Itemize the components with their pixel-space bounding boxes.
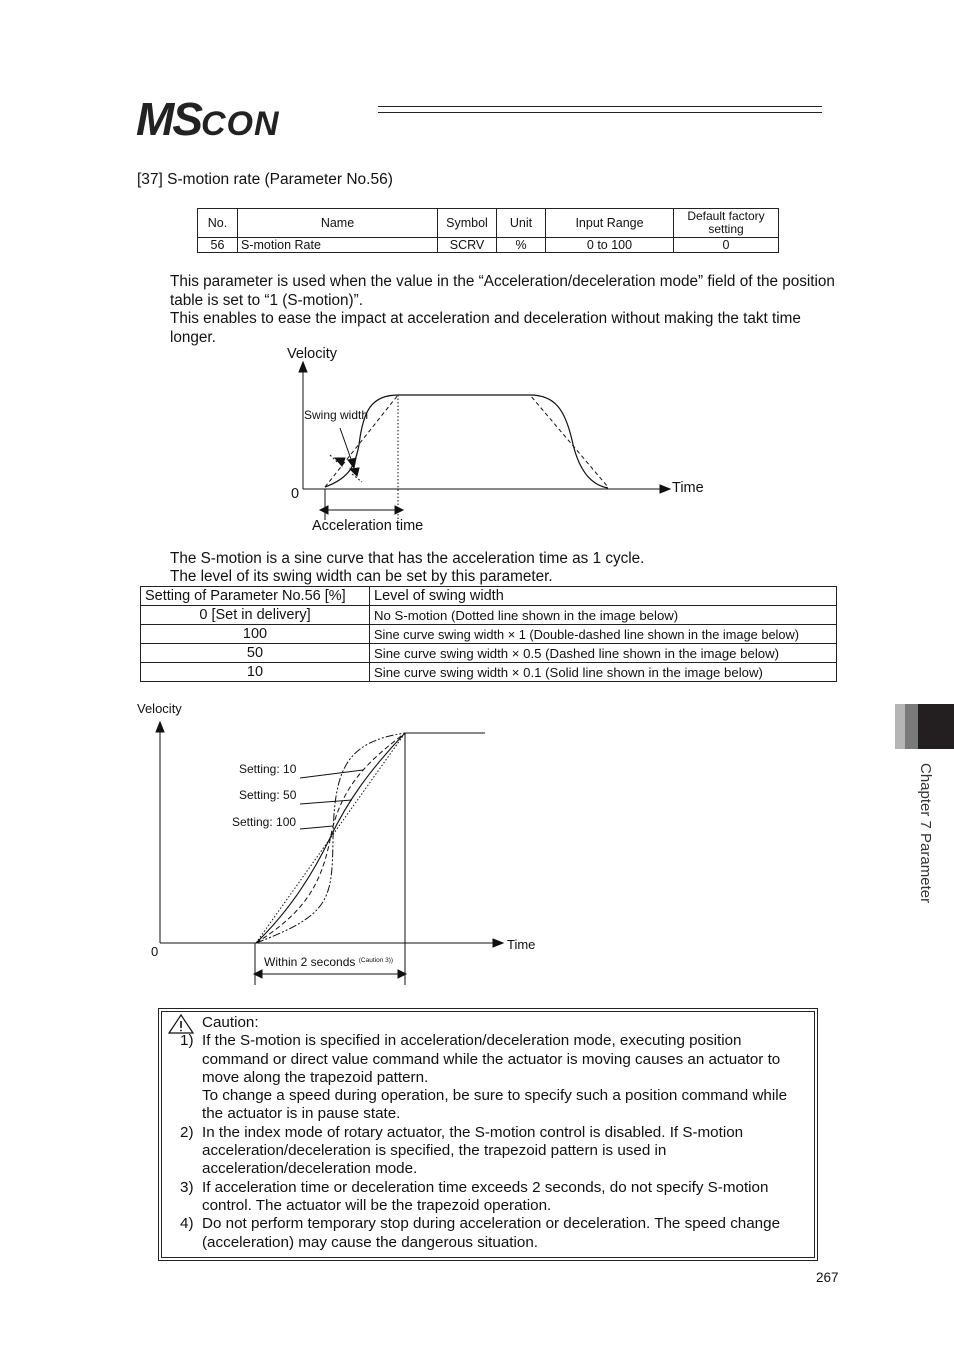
header-rule-top <box>378 106 822 107</box>
caution-item-num: 2) <box>180 1123 194 1141</box>
col-input-range: Input Range <box>546 209 674 238</box>
caution-item-text: If the S-motion is specified in acceleration/deceleration mode, executing position command or direct value command while the actuator is moving causes an actuator to move along the trapezoid pattern. <box>202 1032 781 1086</box>
d2-leader-100 <box>300 826 333 829</box>
swing-cell-setting: 50 <box>141 644 370 663</box>
swing-cell-setting: 0 [Set in delivery] <box>141 606 370 625</box>
chapter-label: Chapter 7 Parameter <box>917 763 934 904</box>
d1-origin: 0 <box>291 486 300 502</box>
d1-x-arrow <box>660 485 670 493</box>
swing-cell-level: Sine curve swing width × 0.5 (Dashed line shown in the image below) <box>370 644 837 663</box>
caution-content <box>180 1014 812 1252</box>
d2-leader-50 <box>300 800 352 804</box>
d2-x-arrow <box>493 939 503 947</box>
col-default: Default factory setting <box>674 209 779 238</box>
d1-y-label: Velocity <box>287 346 337 362</box>
parameter-table <box>197 208 779 253</box>
swing-cell-level: No S-motion (Dotted line shown in the image below) <box>370 606 837 625</box>
d1-swing-pointer <box>340 428 352 462</box>
caution-item-text: If acceleration time or deceleration time exceeds 2 seconds, do not specify S-motion control. The actuator will be the trapezoid operation. <box>202 1178 769 1214</box>
swing-width-table <box>140 586 837 682</box>
caution-item-num: 1) <box>180 1032 194 1050</box>
caution-item-num: 3) <box>180 1178 194 1196</box>
d1-accel-arrow-left <box>320 506 328 514</box>
caution-item-1 <box>180 1032 812 1123</box>
table-header-row <box>141 587 837 606</box>
page-number: 267 <box>816 1270 839 1285</box>
col-no: No. <box>198 209 238 238</box>
col-symbol: Symbol <box>438 209 497 238</box>
d1-accel-label: Acceleration time <box>312 518 424 534</box>
cell-unit: % <box>497 238 546 253</box>
caution-item-3 <box>180 1179 812 1216</box>
swing-cell-level: Sine curve swing width × 1 (Double-dashed line shown in the image below) <box>370 625 837 644</box>
swing-cell-setting: 10 <box>141 663 370 682</box>
swing-col-level: Level of swing width <box>370 587 837 606</box>
table-row <box>141 663 837 682</box>
cell-default: 0 <box>674 238 779 253</box>
swing-cell-level: Sine curve swing width × 0.1 (Solid line shown in the image below) <box>370 663 837 682</box>
d1-y-arrow <box>299 362 307 372</box>
d1-swing-pointer-head <box>348 458 356 468</box>
mscon-logo <box>136 93 280 145</box>
table-header-row <box>198 209 779 238</box>
d2-leader-10 <box>300 770 363 778</box>
d2-within-text: Within 2 seconds <box>264 955 356 969</box>
col-name: Name <box>238 209 438 238</box>
caution-item-num: 4) <box>180 1215 194 1233</box>
d2-y-label: Velocity <box>137 701 182 716</box>
cell-symbol: SCRV <box>438 238 497 253</box>
caution-item-extra: To change a speed during operation, be sure to specify such a position command while the actuator is in pause state. <box>202 1087 788 1123</box>
chapter-tab-dark <box>918 704 954 749</box>
header-rule-bottom <box>378 112 822 113</box>
d2-x-label: Time <box>507 937 536 952</box>
caution-title: Caution: <box>202 1014 259 1031</box>
d1-swing-arrow-up <box>335 458 345 466</box>
table-row <box>141 606 837 625</box>
caution-item-text: In the index mode of rotary actuator, the S-motion control is disabled. If S-motion acceleration/deceleration is specified, the trapezoid pattern is used in acceleration/deceleration mode. <box>202 1123 744 1178</box>
chapter-tab-light <box>895 704 905 749</box>
cell-name: S-motion Rate <box>238 238 438 253</box>
d2-setting50-label: Setting: 50 <box>239 788 297 802</box>
explain-line-2: The level of its swing width can be set by this parameter. <box>170 568 553 585</box>
d1-swing-mark-1 <box>330 455 338 463</box>
swing-cell-setting: 100 <box>141 625 370 644</box>
d2-y-arrow <box>156 722 164 732</box>
intro-paragraph-2: This enables to ease the impact at acceleration and deceleration without making the takt time longer. <box>170 310 801 346</box>
section-title: [37] S-motion rate (Parameter No.56) <box>137 171 393 188</box>
d1-x-label: Time <box>672 480 704 496</box>
d2-setting10-label: Setting: 10 <box>239 762 297 776</box>
table-row <box>141 625 837 644</box>
d2-within-arrow-left <box>254 970 262 978</box>
logo-con: CON <box>201 105 280 143</box>
d1-swing-mark-2 <box>352 474 362 482</box>
d2-setting100-label: Setting: 100 <box>232 815 297 829</box>
caution-item-text: Do not perform temporary stop during acceleration or deceleration. The speed change (acceleration) may cause the dangerous situation. <box>202 1215 781 1251</box>
caution-item-2 <box>180 1124 812 1179</box>
d1-accel-arrow-right <box>395 506 403 514</box>
swing-col-setting: Setting of Parameter No.56 [%] <box>141 587 370 606</box>
chapter-tab-mid <box>905 704 918 749</box>
d1-swing-arrow-down <box>350 468 359 476</box>
logo-ms: MS <box>136 93 201 145</box>
d2-within-label <box>264 955 393 969</box>
cell-input-range: 0 to 100 <box>546 238 674 253</box>
caution-item-body <box>202 1032 812 1123</box>
d2-caution-ref: (Caution 3)) <box>358 957 394 964</box>
caution-item-4 <box>180 1215 812 1252</box>
d1-swing-label: Swing width <box>304 408 369 422</box>
cell-no: 56 <box>198 238 238 253</box>
d2-origin: 0 <box>151 944 159 959</box>
explain-line-1: The S-motion is a sine curve that has the acceleration time as 1 cycle. <box>170 550 645 567</box>
d2-within-arrow-right <box>398 970 406 978</box>
intro-paragraph-1: This parameter is used when the value in the “Acceleration/deceleration mode” field of the position table is set to “1 (S-motion)”. <box>170 273 835 309</box>
table-row <box>198 238 779 253</box>
table-row <box>141 644 837 663</box>
col-unit: Unit <box>497 209 546 238</box>
